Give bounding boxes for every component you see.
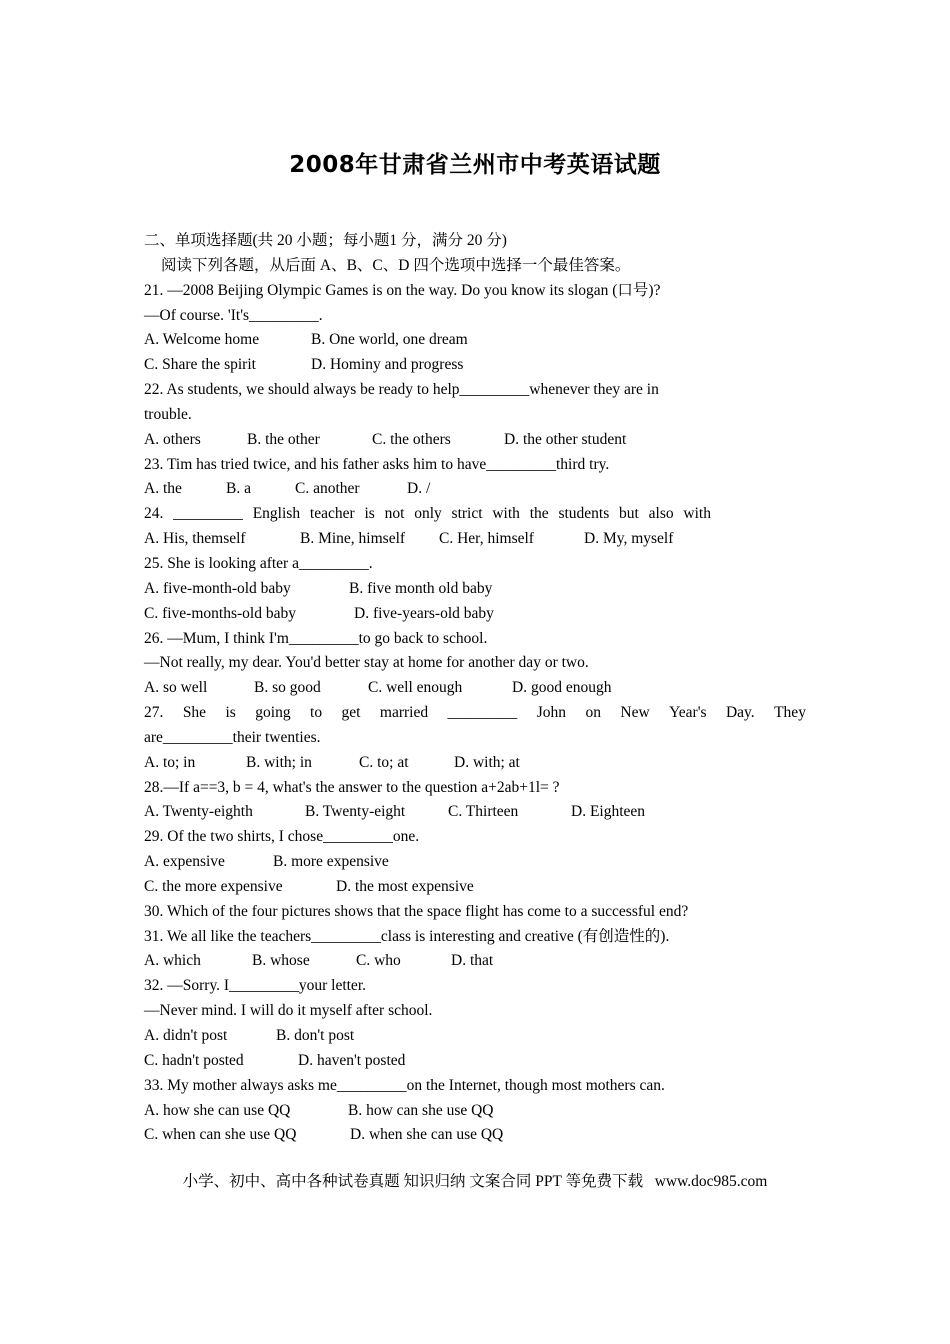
q24-word: English xyxy=(252,505,301,523)
q33-option-b: B. how can she use QQ xyxy=(348,1101,494,1119)
q31-option-c: C. who xyxy=(356,952,401,970)
q26-option-c: C. well enough xyxy=(368,679,463,697)
q23-option-c: C. another xyxy=(295,480,360,498)
q25-option-c: C. five-months-old baby xyxy=(144,604,296,622)
q33-options-row1 xyxy=(144,1099,814,1124)
q22-option-c: C. the others xyxy=(372,430,451,448)
q24-word: not xyxy=(384,505,405,523)
q31-option-b: B. whose xyxy=(252,952,310,970)
q27-word: She xyxy=(182,704,207,722)
q27-word: 27. xyxy=(144,704,164,722)
q27-option-c: C. to; at xyxy=(359,753,409,771)
q25-stem: 25. She is looking after a_________. xyxy=(144,554,373,572)
q33-options-row2 xyxy=(144,1123,814,1148)
q24-option-b: B. Mine, himself xyxy=(300,530,406,548)
q29-option-b: B. more expensive xyxy=(273,853,389,871)
q27-word: Day. xyxy=(725,704,755,722)
q27-option-a: A. to; in xyxy=(144,753,196,771)
q23-option-b: B. a xyxy=(226,480,251,498)
q27-word: on xyxy=(585,704,601,722)
q27-stem xyxy=(144,701,806,726)
q21-option-a: A. Welcome home xyxy=(144,331,260,349)
q24-word: students xyxy=(558,505,610,523)
q28-stem: 28.—If a==3, b = 4, what's the answer to the question a+2ab+1l= ? xyxy=(144,778,560,796)
q24-blank: _________ xyxy=(173,505,243,523)
q27-word: married xyxy=(379,704,429,722)
q26-reply: —Not really, my dear. You'd better stay at home for another day or two. xyxy=(144,654,589,672)
q21-option-b: B. One world, one dream xyxy=(311,331,468,349)
page-title: 2008年甘肃省兰州市中考英语试题 xyxy=(289,152,661,178)
q23-option-d: D. / xyxy=(407,480,431,498)
q26-option-b: B. so good xyxy=(254,679,321,697)
q21-options-row1 xyxy=(144,328,814,353)
q31-stem: 31. We all like the teachers_________class is interesting and creative (有创造性的). xyxy=(144,927,670,945)
q32-option-d: D. haven't posted xyxy=(298,1051,406,1069)
q32-options-row2 xyxy=(144,1049,814,1074)
q24-option-a: A. His, themself xyxy=(144,530,246,548)
q28-option-c: C. Thirteen xyxy=(448,803,519,821)
q26-option-d: D. good enough xyxy=(512,679,612,697)
q28-option-b: B. Twenty-eight xyxy=(305,803,406,821)
q29-options-row2 xyxy=(144,875,814,900)
q24-option-d: D. My, myself xyxy=(584,530,674,548)
q28-option-a: A. Twenty-eighth xyxy=(144,803,253,821)
q24-word: also xyxy=(648,505,674,523)
q24-word: the xyxy=(529,505,549,523)
q33-option-c: C. when can she use QQ xyxy=(144,1126,297,1144)
q27-word: to xyxy=(310,704,323,722)
q23-options xyxy=(144,477,814,502)
q25-option-b: B. five month old baby xyxy=(349,579,493,597)
q27-word: Year's xyxy=(669,704,707,722)
q32-options-row1 xyxy=(144,1024,814,1049)
q29-option-a: A. expensive xyxy=(144,853,225,871)
q24-word: but xyxy=(619,505,639,523)
q28-option-d: D. Eighteen xyxy=(571,803,646,821)
section-instruction: 阅读下列各题，从后面 A、B、C、D 四个选项中选择一个最佳答案。 xyxy=(161,256,631,274)
q22-option-b: B. the other xyxy=(247,430,320,448)
q33-option-a: A. how she can use QQ xyxy=(144,1101,291,1119)
q27-word: get xyxy=(341,704,361,722)
q22-option-d: D. the other student xyxy=(504,430,627,448)
q31-option-a: A. which xyxy=(144,952,201,970)
q23-option-a: A. the xyxy=(144,480,182,498)
q22-stem: 22. As students, we should always be ready to help_________whenever they are in xyxy=(144,381,659,399)
q32-option-b: B. don't post xyxy=(276,1027,355,1044)
q25-option-d: D. five-years-old baby xyxy=(354,604,494,622)
q24-word: with xyxy=(683,505,711,523)
q27-option-d: D. with; at xyxy=(454,753,520,771)
q27-blank: _________ xyxy=(447,704,518,722)
q31-options xyxy=(144,949,814,974)
q32-reply: —Never mind. I will do it myself after school. xyxy=(144,1002,433,1020)
q33-stem: 33. My mother always asks me_________on the Internet, though most mothers can. xyxy=(144,1076,665,1094)
q26-stem: 26. —Mum, I think I'm_________to go back to school. xyxy=(144,629,488,647)
q24-word: teacher xyxy=(309,505,355,523)
q27-option-b: B. with; in xyxy=(246,753,312,771)
q25-options-row2 xyxy=(144,602,814,627)
q26-options xyxy=(144,676,814,701)
q24-option-c: C. Her, himself xyxy=(439,530,534,548)
q32-option-a: A. didn't post xyxy=(144,1027,228,1044)
q32-stem: 32. —Sorry. I_________your letter. xyxy=(144,977,366,995)
q27-word: is xyxy=(225,704,236,722)
q21-reply: —Of course. 'It's_________. xyxy=(144,306,323,324)
q27-options xyxy=(144,751,814,776)
q24-stem xyxy=(144,502,711,527)
q27-word: John xyxy=(536,704,567,722)
q27-word: They xyxy=(774,704,806,722)
q31-option-d: D. that xyxy=(451,952,494,970)
q29-option-c: C. the more expensive xyxy=(144,877,283,895)
q22-options xyxy=(144,428,814,453)
q32-option-c: C. hadn't posted xyxy=(144,1051,244,1069)
q24-word: only xyxy=(414,505,442,523)
q25-options-row1 xyxy=(144,577,814,602)
q29-options-row1 xyxy=(144,850,814,875)
q27-stem-cont: are_________their twenties. xyxy=(144,728,321,746)
page-footer: 小学、初中、高中各种试卷真题 知识归纳 文案合同 PPT 等免费下载 www.doc985.com xyxy=(182,1173,768,1190)
q33-option-d: D. when she can use QQ xyxy=(350,1126,504,1144)
q29-stem: 29. Of the two shirts, I chose_________one. xyxy=(144,828,420,846)
q24-word: 24. xyxy=(144,505,164,523)
q29-option-d: D. the most expensive xyxy=(336,877,474,895)
q27-word: New xyxy=(620,704,650,722)
q21-option-c: C. Share the spirit xyxy=(144,356,256,374)
q24-word: is xyxy=(364,505,375,523)
q24-options xyxy=(144,527,814,552)
q22-option-a: A. others xyxy=(144,430,201,448)
q26-option-a: A. so well xyxy=(144,679,208,697)
q24-word: strict xyxy=(451,505,483,523)
q30-stem: 30. Which of the four pictures shows that the space flight has come to a successful end? xyxy=(144,902,689,920)
q21-options-row2 xyxy=(144,353,814,378)
exam-content xyxy=(144,229,814,1148)
q25-option-a: A. five-month-old baby xyxy=(144,579,291,597)
q28-options xyxy=(144,800,814,825)
q24-word: with xyxy=(492,505,520,523)
q22-stem-cont: trouble. xyxy=(144,405,192,423)
q23-stem: 23. Tim has tried twice, and his father asks him to have_________third try. xyxy=(144,455,610,473)
section-heading: 二、单项选择题(共 20 小题；每小题1 分，满分 20 分) xyxy=(144,232,507,249)
q21-stem: 21. —2008 Beijing Olympic Games is on the way. Do you know its slogan (口号)? xyxy=(144,281,661,299)
q27-word: going xyxy=(255,704,291,722)
q21-option-d: D. Hominy and progress xyxy=(311,356,464,374)
